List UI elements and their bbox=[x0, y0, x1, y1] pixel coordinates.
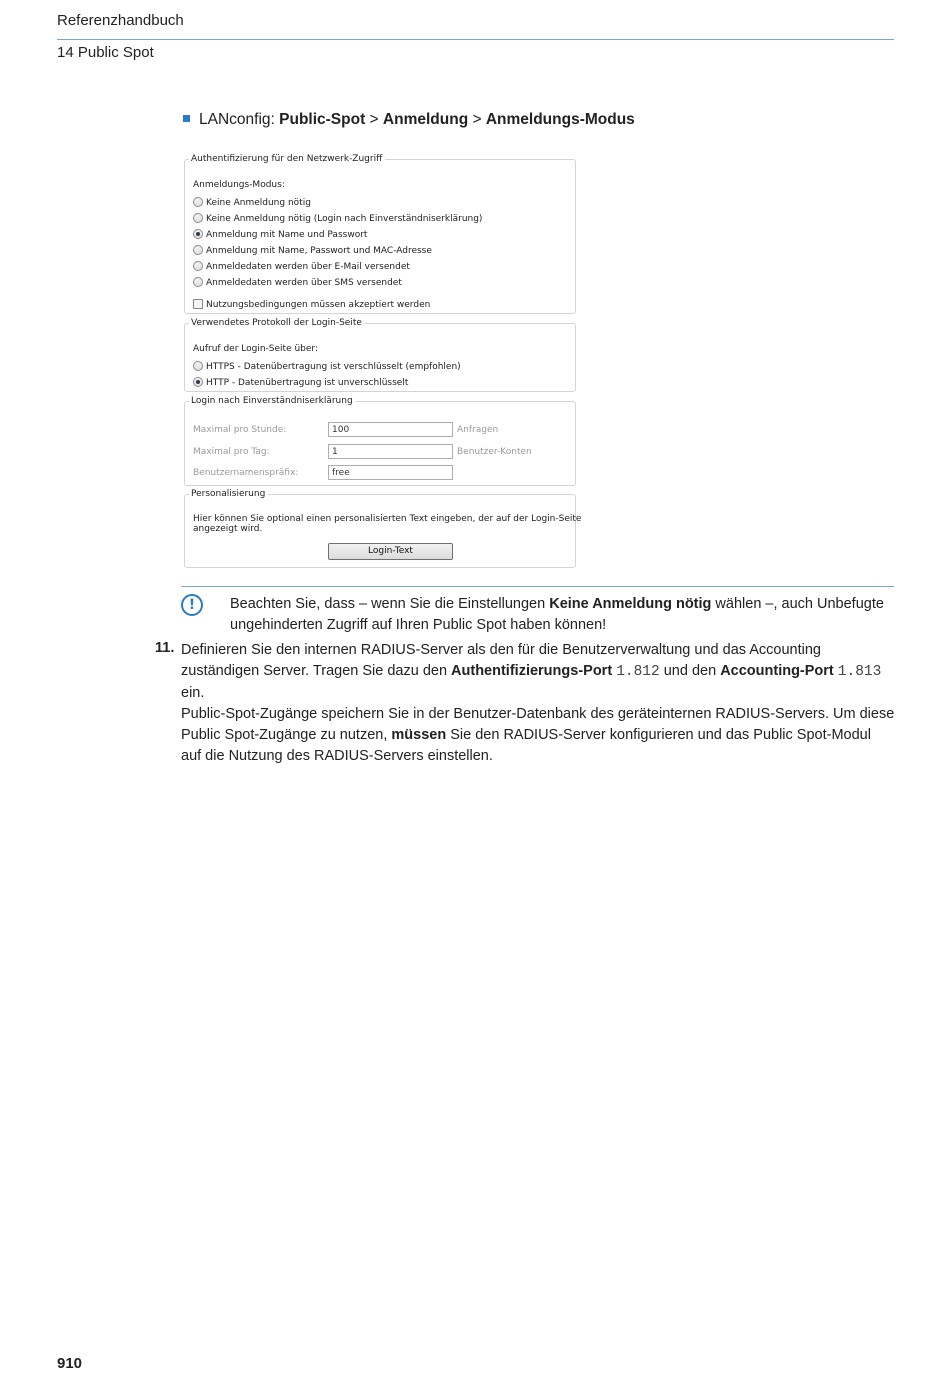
auth-group bbox=[184, 154, 576, 314]
login-text-button[interactable]: Login-Text bbox=[328, 543, 453, 560]
auth-mode-label: Anmeldungs-Modus: bbox=[193, 180, 285, 190]
terms-checkbox[interactable]: Nutzungsbedingungen müssen akzeptiert werden bbox=[193, 299, 430, 310]
menu-path-prefix: LANconfig: bbox=[199, 111, 280, 128]
menu-path-item: Anmeldungs-Modus bbox=[485, 111, 635, 128]
settings-dialog-screenshot bbox=[181, 150, 580, 573]
consent-group-legend: Login nach Einverständniserklärung bbox=[191, 396, 353, 406]
protocol-option-https[interactable]: HTTPS - Datenübertragung ist verschlüsselt (empfohlen) bbox=[193, 361, 461, 372]
personalisation-group bbox=[184, 489, 582, 568]
max-day-input[interactable]: 1 bbox=[328, 444, 453, 459]
note-divider bbox=[181, 586, 894, 587]
checkbox-icon[interactable] bbox=[193, 299, 203, 309]
auth-mode-option[interactable]: Anmeldedaten werden über E-Mail versendet bbox=[193, 261, 410, 272]
auth-group-legend: Authentifizierung für den Netzwerk-Zugriff bbox=[191, 154, 383, 164]
port-value: 1.812 bbox=[616, 664, 660, 680]
menu-path bbox=[183, 111, 635, 129]
username-prefix-input[interactable]: free bbox=[328, 465, 453, 480]
radio-icon[interactable] bbox=[193, 245, 203, 255]
auth-mode-option[interactable]: Keine Anmeldung nötig bbox=[193, 197, 311, 208]
step-number: 11. bbox=[155, 640, 175, 656]
max-hour-unit: Anfragen bbox=[457, 425, 499, 435]
protocol-option-http[interactable]: HTTP - Datenübertragung ist unverschlüsselt bbox=[193, 377, 408, 388]
menu-path-item: Anmeldung bbox=[382, 111, 469, 128]
running-header-title: Referenzhandbuch bbox=[57, 12, 184, 29]
auth-mode-option[interactable]: Anmeldedaten werden über SMS versendet bbox=[193, 277, 402, 288]
radio-icon[interactable] bbox=[193, 261, 203, 271]
personalisation-text-line: Hier können Sie optional einen personalisierten Text eingeben, der auf der Login-Seite bbox=[193, 514, 582, 524]
header-divider bbox=[57, 39, 894, 40]
exclamation-icon: ! bbox=[181, 594, 203, 616]
auth-mode-option[interactable]: Anmeldung mit Name, Passwort und MAC-Adresse bbox=[193, 245, 432, 256]
running-header-chapter: 14 Public Spot bbox=[57, 44, 154, 61]
radio-selected-icon[interactable] bbox=[193, 229, 203, 239]
max-hour-label: Maximal pro Stunde: bbox=[193, 425, 287, 435]
radio-icon[interactable] bbox=[193, 361, 203, 371]
protocol-group bbox=[184, 318, 576, 392]
max-day-unit: Benutzer-Konten bbox=[457, 447, 532, 457]
bullet-icon bbox=[183, 115, 190, 122]
radio-icon[interactable] bbox=[193, 197, 203, 207]
menu-path-item: Public-Spot bbox=[279, 111, 366, 128]
radio-icon[interactable] bbox=[193, 213, 203, 223]
auth-mode-option[interactable]: Keine Anmeldung nötig (Login nach Einverständniserklärung) bbox=[193, 213, 482, 224]
step-text: Definieren Sie den internen RADIUS-Server als den für die Benutzerverwaltung und das Accounting zuständigen Server. Tragen Sie dazu den Authentifizierungs-Port 1.812 und den Accounting-Port 1.813 ein. Public-Spot-Zugänge speichern Sie in der Benutzer-Datenbank des geräteinternen RADIUS-Servers. Um diese Public Spot-Zugänge zu nutzen, müssen Sie den RADIUS-Server konfigurieren und das Public Spot-Modul auf die Nutzung des RADIUS-Servers einstellen. bbox=[181, 642, 895, 764]
menu-path-separator: > bbox=[365, 111, 383, 128]
max-day-label: Maximal pro Tag: bbox=[193, 447, 270, 457]
note-text: Beachten Sie, dass – wenn Sie die Einstellungen Keine Anmeldung nötig wählen –, auch Unbefugte ungehinderten Zugriff auf Ihren Public Spot haben können! bbox=[230, 596, 884, 633]
radio-selected-icon[interactable] bbox=[193, 377, 203, 387]
radio-icon[interactable] bbox=[193, 277, 203, 287]
protocol-group-legend: Verwendetes Protokoll der Login-Seite bbox=[191, 318, 362, 328]
auth-mode-option[interactable]: Anmeldung mit Name und Passwort bbox=[193, 229, 367, 240]
personalisation-group-legend: Personalisierung bbox=[191, 489, 266, 499]
max-hour-input[interactable]: 100 bbox=[328, 422, 453, 437]
port-value: 1.813 bbox=[837, 664, 882, 680]
protocol-call-label: Aufruf der Login-Seite über: bbox=[193, 344, 319, 354]
username-prefix-label: Benutzernamenspräfix: bbox=[193, 468, 299, 478]
page-number: 910 bbox=[57, 1355, 83, 1372]
personalisation-text-line: angezeigt wird. bbox=[193, 524, 263, 534]
consent-group bbox=[184, 396, 576, 486]
menu-path-separator: > bbox=[468, 111, 486, 128]
